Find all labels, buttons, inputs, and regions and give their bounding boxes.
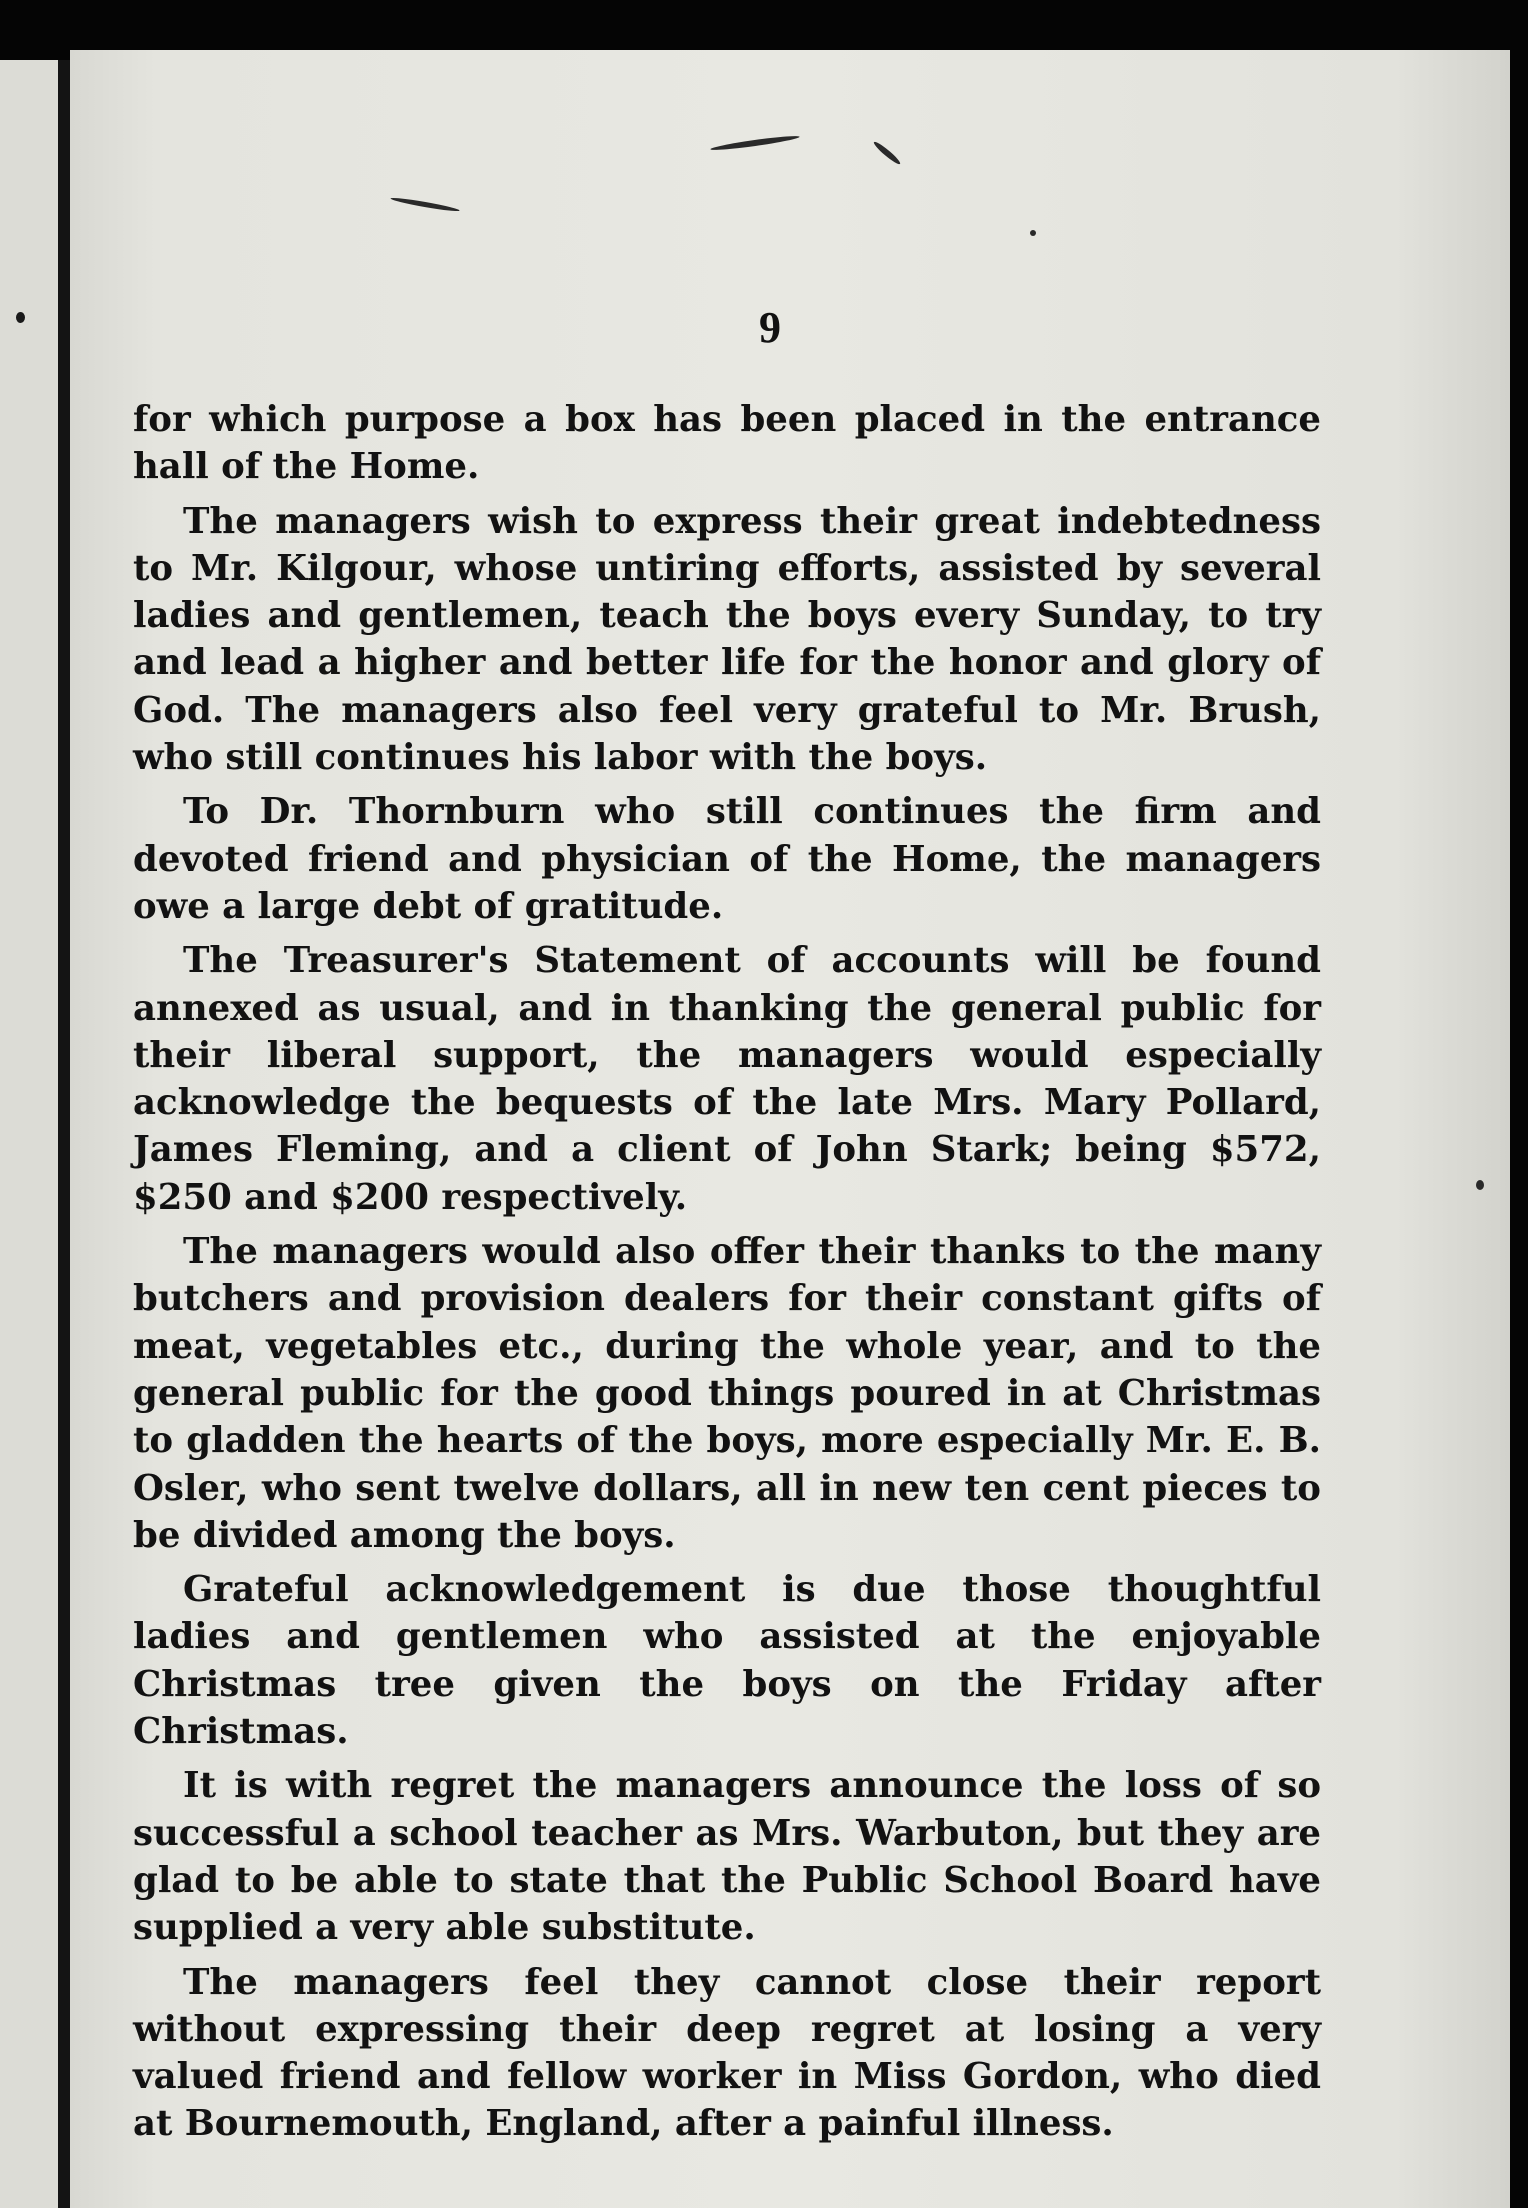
page-number: 9 bbox=[759, 303, 781, 352]
paragraph: The managers would also offer their thanks to the many butchers and provision dealers for their constant gifts of meat, vegetables etc., during the whole year, and to the general public for the good things poured in at Christmas to gladden the hearts of the boys, more especially Mr. E. B. Osler, who sent twelve dollars, all in new ten cent pieces to be divided among the boys. bbox=[133, 1231, 1321, 1556]
paragraph: for which purpose a box has been placed in the entrance hall of the Home. bbox=[133, 399, 1321, 488]
ink-smudge bbox=[1476, 1180, 1484, 1190]
ink-smudge bbox=[1030, 230, 1036, 236]
previous-page-edge bbox=[0, 60, 58, 2208]
scan-border bbox=[1510, 0, 1528, 2208]
paragraph: The managers wish to express their great indebtedness to Mr. Kilgour, whose untiring efforts, assisted by several ladies and gentlemen, teach the boys every Sunday, to try and lead a higher and better life for the honor and glory of God. The managers also feel very grateful to Mr. Brush, who still continues his labor with the boys. bbox=[133, 500, 1321, 779]
page-body bbox=[133, 396, 1321, 2155]
page-sheet bbox=[70, 50, 1510, 2208]
paragraph: The Treasurer's Statement of accounts will be found annexed as usual, and in thanking the general public for their liberal support, the managers would especially acknowledge the bequests of the late Mrs. Mary Pollard, James Fleming, and a client of John Stark; being $572, $250 and $200 respectively. bbox=[133, 940, 1321, 1218]
ink-smudge bbox=[390, 196, 460, 213]
ink-smudge bbox=[710, 134, 800, 152]
ink-smudge bbox=[872, 140, 902, 166]
paragraph: Grateful acknowledgement is due those thoughtful ladies and gentlemen who assisted at the enjoyable Christmas tree given the boys on the Friday after Christmas. bbox=[133, 1569, 1321, 1753]
paragraph: It is with regret the managers announce the loss of so successful a school teacher as Mrs. Warbuton, but they are glad to be able to state that the Public School Board have supplied a very able substitute. bbox=[133, 1765, 1321, 1949]
binding-gutter bbox=[58, 60, 70, 2208]
paragraph: To Dr. Thornburn who still continues the firm and devoted friend and physician of the Home, the managers owe a large debt of gratitude. bbox=[133, 791, 1321, 927]
paragraph: The managers feel they cannot close their report without expressing their deep regret at losing a very valued friend and fellow worker in Miss Gordon, who died at Bournemouth, England, after a painful illness. bbox=[133, 1961, 1321, 2145]
ink-spot bbox=[16, 312, 25, 323]
